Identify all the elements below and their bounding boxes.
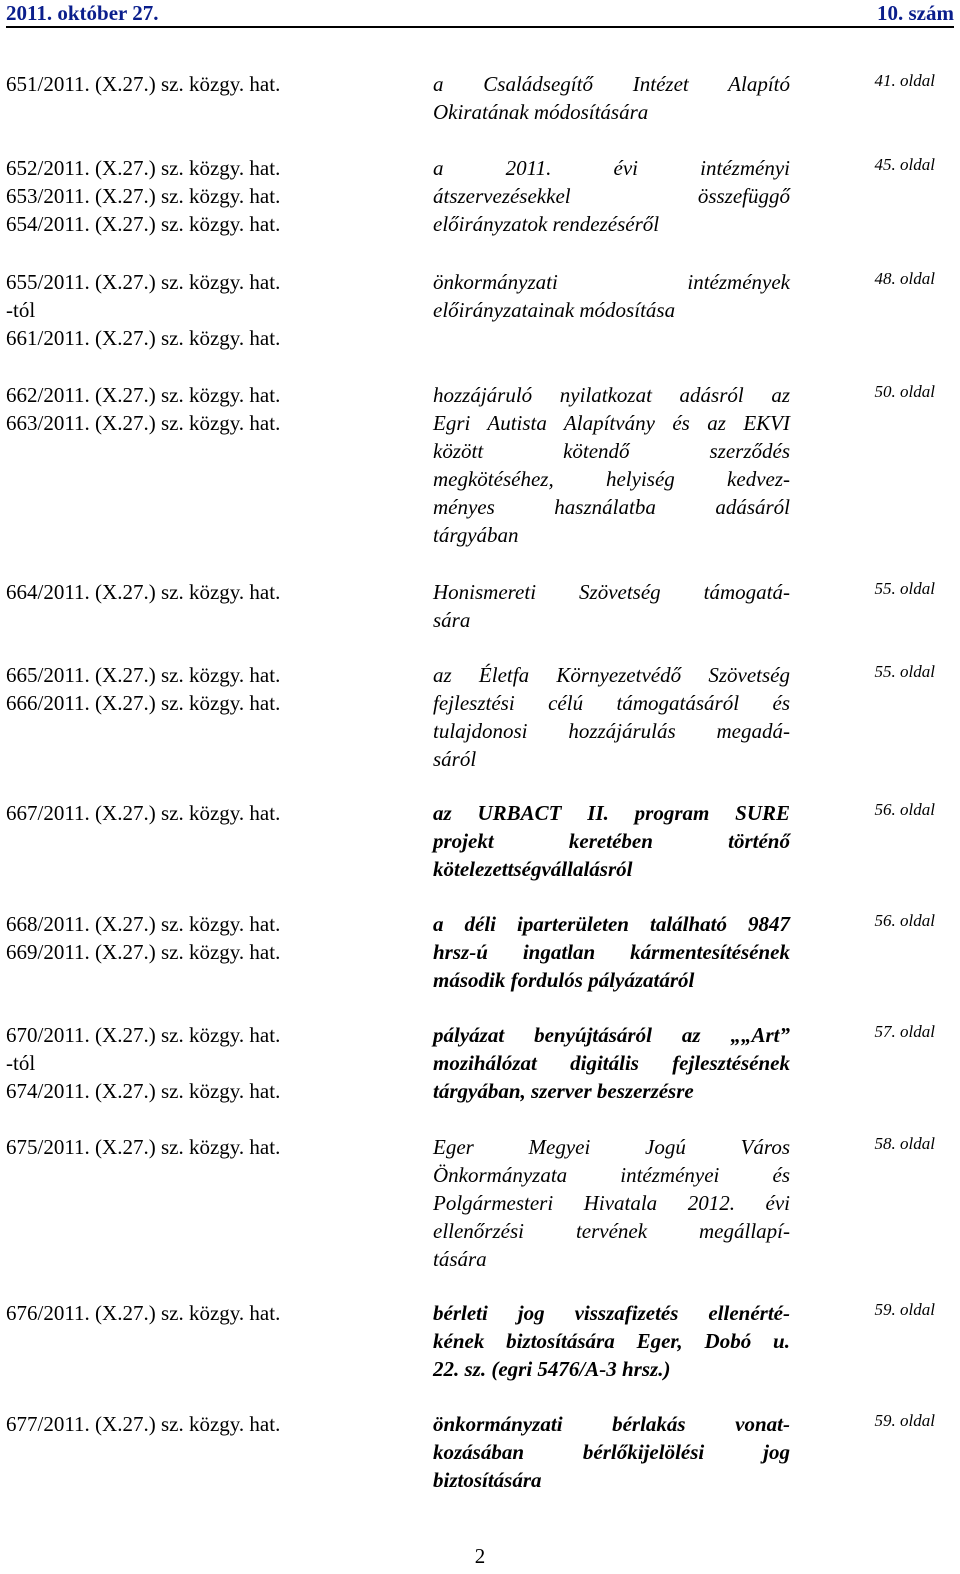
- resolution-id: 669/2011. (X.27.) sz. közgy. hat.: [6, 940, 281, 964]
- subject-line: tulajdonosi hozzájárulás megadá-: [433, 719, 790, 743]
- subject-line: bérleti jog visszafizetés ellenérté-: [433, 1301, 790, 1325]
- subject-line: önkormányzati bérlakás vonat-: [433, 1412, 790, 1436]
- subject-line: pályázat benyújtásáról az „„Art”: [433, 1023, 790, 1047]
- subject-line: a Családsegítő Intézet Alapító: [433, 72, 790, 96]
- subject-line: a 2011. évi intézményi: [433, 156, 790, 180]
- resolution-id: 665/2011. (X.27.) sz. közgy. hat.: [6, 663, 281, 687]
- resolution-id: 653/2011. (X.27.) sz. közgy. hat.: [6, 184, 281, 208]
- page-reference: 50. oldal: [874, 382, 935, 401]
- subject-line: az URBACT II. program SURE: [433, 801, 790, 825]
- resolution-id: 655/2011. (X.27.) sz. közgy. hat.: [6, 270, 281, 294]
- resolution-subject: [433, 661, 790, 773]
- subject-line: fejlesztési célú támogatásáról és: [433, 691, 790, 715]
- resolution-ids: [6, 910, 280, 966]
- resolution-subject: [433, 1410, 790, 1494]
- page-reference: 56. oldal: [874, 911, 935, 930]
- page-reference: 55. oldal: [874, 579, 935, 598]
- subject-line: ellenőrzési tervének megállapí-: [433, 1219, 790, 1243]
- resolution-subject: [433, 578, 790, 634]
- subject-line: kozásában bérlőkijelölési jog: [433, 1440, 790, 1464]
- resolution-id: 677/2011. (X.27.) sz. közgy. hat.: [6, 1412, 281, 1436]
- subject-line: 22. sz. (egri 5476/A-3 hrsz.): [433, 1357, 671, 1381]
- resolution-ids: [6, 268, 280, 352]
- subject-line: átszervezésekkel összefüggő: [433, 184, 790, 208]
- subject-line: biztosítására: [433, 1468, 542, 1492]
- subject-line: Okiratának módosítására: [433, 100, 649, 124]
- resolution-subject: [433, 910, 790, 994]
- issue-date: 2011. október 27.: [6, 1, 159, 25]
- subject-line: sáról: [433, 747, 477, 771]
- subject-line: Polgármesteri Hivatala 2012. évi: [433, 1191, 790, 1215]
- subject-line: tására: [433, 1247, 487, 1271]
- resolution-id: -tól: [6, 1051, 36, 1075]
- resolution-ids: [6, 1299, 280, 1327]
- page-reference: 45. oldal: [874, 155, 935, 174]
- subject-line: tárgyában: [433, 523, 519, 547]
- subject-line: között kötendő szerződés: [433, 439, 790, 463]
- resolution-id: 666/2011. (X.27.) sz. közgy. hat.: [6, 691, 281, 715]
- resolution-id: 654/2011. (X.27.) sz. közgy. hat.: [6, 212, 281, 236]
- page-reference: 59. oldal: [874, 1411, 935, 1430]
- subject-line: ményes használatba adásáról: [433, 495, 790, 519]
- subject-line: kötelezettségvállalásról: [433, 857, 633, 881]
- subject-line: hrsz-ú ingatlan kármentesítésének: [433, 940, 790, 964]
- subject-line: Önkormányzata intézményei és: [433, 1163, 790, 1187]
- resolution-id: 676/2011. (X.27.) sz. közgy. hat.: [6, 1301, 281, 1325]
- subject-line: kének biztosítására Eger, Dobó u.: [433, 1329, 790, 1353]
- page-reference: 48. oldal: [874, 269, 935, 288]
- resolution-id: 670/2011. (X.27.) sz. közgy. hat.: [6, 1023, 281, 1047]
- resolution-subject: [433, 268, 790, 324]
- page-reference: 59. oldal: [874, 1300, 935, 1319]
- page-reference: 56. oldal: [874, 800, 935, 819]
- resolution-ids: [6, 1410, 280, 1438]
- subject-line: Honismereti Szövetség támogatá-: [433, 580, 790, 604]
- resolution-id: 663/2011. (X.27.) sz. közgy. hat.: [6, 411, 281, 435]
- page-header: [6, 0, 954, 28]
- subject-line: hozzájáruló nyilatkozat adásról az: [433, 383, 790, 407]
- resolution-subject: [433, 154, 790, 238]
- resolution-id: 675/2011. (X.27.) sz. közgy. hat.: [6, 1135, 281, 1159]
- resolution-subject: [433, 70, 790, 126]
- resolution-ids: [6, 1021, 280, 1105]
- resolution-ids: [6, 661, 280, 717]
- resolution-id: 664/2011. (X.27.) sz. közgy. hat.: [6, 580, 281, 604]
- resolution-ids: [6, 578, 280, 606]
- resolution-ids: [6, 381, 280, 437]
- resolution-id: 651/2011. (X.27.) sz. közgy. hat.: [6, 72, 281, 96]
- resolution-id: 668/2011. (X.27.) sz. közgy. hat.: [6, 912, 281, 936]
- resolution-ids: [6, 799, 280, 827]
- resolution-subject: [433, 381, 790, 549]
- resolution-id: 652/2011. (X.27.) sz. közgy. hat.: [6, 156, 281, 180]
- subject-line: Egri Autista Alapítvány és az EKVI: [433, 411, 790, 435]
- page-reference: 58. oldal: [874, 1134, 935, 1153]
- subject-line: előirányzatok rendezéséről: [433, 212, 660, 236]
- resolution-subject: [433, 1021, 790, 1105]
- subject-line: önkormányzati intézmények: [433, 270, 790, 294]
- resolution-id: 674/2011. (X.27.) sz. közgy. hat.: [6, 1079, 281, 1103]
- page-reference: 55. oldal: [874, 662, 935, 681]
- resolution-subject: [433, 799, 790, 883]
- subject-line: második fordulós pályázatáról: [433, 968, 695, 992]
- page-reference: 41. oldal: [874, 71, 935, 90]
- resolution-id: 667/2011. (X.27.) sz. közgy. hat.: [6, 801, 281, 825]
- issue-number: 10. szám: [877, 1, 954, 25]
- page-reference: 57. oldal: [874, 1022, 935, 1041]
- resolution-id: 661/2011. (X.27.) sz. közgy. hat.: [6, 326, 281, 350]
- subject-line: Eger Megyei Jogú Város: [433, 1135, 790, 1159]
- resolution-ids: [6, 1133, 280, 1161]
- subject-line: megkötéséhez, helyiség kedvez-: [433, 467, 790, 491]
- resolution-id: 662/2011. (X.27.) sz. közgy. hat.: [6, 383, 281, 407]
- resolution-id: -tól: [6, 298, 36, 322]
- resolution-ids: [6, 154, 280, 238]
- resolution-subject: [433, 1299, 790, 1383]
- subject-line: mozihálózat digitális fejlesztésének: [433, 1051, 790, 1075]
- subject-line: előirányzatainak módosítása: [433, 298, 676, 322]
- page-number: 2: [474, 1544, 486, 1568]
- subject-line: az Életfa Környezetvédő Szövetség: [433, 663, 790, 687]
- subject-line: sára: [433, 608, 471, 632]
- subject-line: projekt keretében történő: [433, 829, 790, 853]
- resolution-ids: [6, 70, 280, 98]
- subject-line: tárgyában, szerver beszerzésre: [433, 1079, 694, 1103]
- resolution-subject: [433, 1133, 790, 1273]
- subject-line: a déli iparterületen található 9847: [433, 912, 790, 936]
